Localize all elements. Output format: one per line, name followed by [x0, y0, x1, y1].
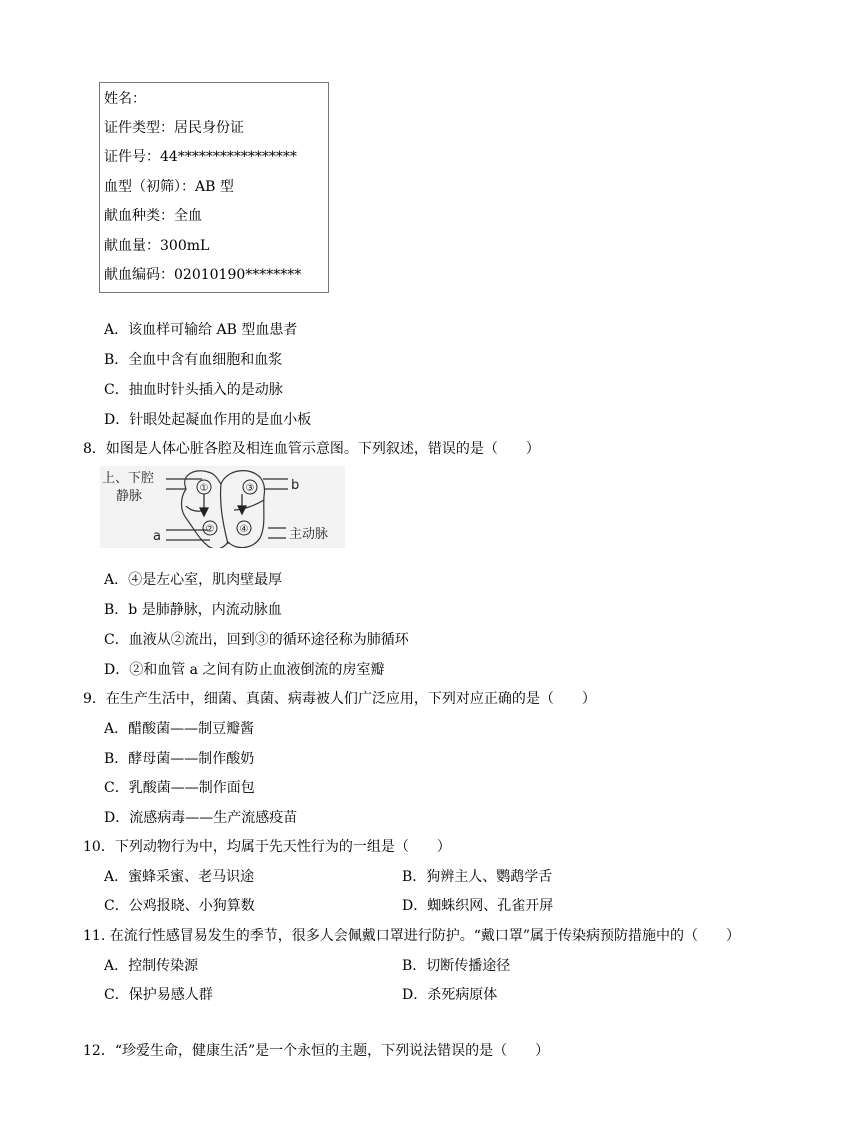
- label-b: b: [291, 478, 300, 493]
- label-vena-cava-line1: 上、下腔: [102, 471, 155, 486]
- q9-option-d: D．流感病毒——生产流感疫苗: [104, 810, 298, 826]
- q7-option-b: B．全血中含有血细胞和血浆: [104, 352, 283, 368]
- q11-option-b: B．切断传播途径: [402, 958, 511, 974]
- q10-option-a: A．蜜蜂采蜜、老马识途: [104, 869, 255, 885]
- chamber-2-label: ②: [205, 524, 215, 535]
- q8-option-b: B．b 是肺静脉，内流动脉血: [104, 602, 282, 618]
- q8-option-d: D．②和血管 a 之间有防止血液倒流的房室瓣: [104, 662, 385, 678]
- card-code-line: 献血编码：02010190********: [104, 267, 302, 283]
- q11-option-c: C．保护易感人群: [104, 987, 213, 1003]
- q10-option-c: C．公鸡报晓、小狗算数: [104, 898, 255, 914]
- card-donation-kind-line: 献血种类：全血: [104, 208, 202, 224]
- q7-option-d: D．针眼处起凝血作用的是血小板: [104, 412, 312, 428]
- q10-stem: 10．下列动物行为中，均属于先天性行为的一组是（ ）: [83, 839, 451, 855]
- q7-option-a: A．该血样可输给 AB 型血患者: [104, 322, 298, 338]
- label-aorta: 主动脉: [289, 527, 329, 542]
- chamber-3-label: ③: [245, 483, 255, 494]
- card-volume-line: 献血量：300mL: [104, 238, 210, 254]
- q9-option-c: C．乳酸菌——制作面包: [104, 780, 255, 796]
- q10-option-b: B．狗辨主人、鹦鹉学舌: [402, 869, 553, 885]
- q9-option-a: A．醋酸菌——制豆瓣酱: [104, 721, 255, 737]
- q10-option-d: D．蜘蛛织网、孔雀开屏: [402, 898, 554, 914]
- q11-option-a: A．控制传染源: [104, 958, 199, 974]
- q9-stem: 9．在生产生活中，细菌、真菌、病毒被人们广泛应用，下列对应正确的是（ ）: [83, 691, 596, 707]
- q8-option-c: C．血液从②流出，回到③的循环途径称为肺循环: [104, 632, 409, 648]
- q11-option-d: D．杀死病原体: [402, 987, 498, 1003]
- blood-donation-card: [99, 82, 329, 293]
- q8-option-a: A．④是左心室，肌肉壁最厚: [104, 572, 283, 588]
- q9-option-b: B．酵母菌——制作酸奶: [104, 751, 255, 767]
- heart-diagram: [100, 466, 345, 548]
- q7-option-c: C．抽血时针头插入的是动脉: [104, 382, 283, 398]
- chamber-1-label: ①: [199, 483, 209, 494]
- q8-stem: 8．如图是人体心脏各腔及相连血管示意图。下列叙述，错误的是（ ）: [83, 441, 540, 457]
- chamber-4-label: ④: [239, 524, 249, 535]
- q12-stem: 12．“珍爱生命，健康生活”是一个永恒的主题，下列说法错误的是（ ）: [83, 1043, 550, 1059]
- card-id-type-line: 证件类型：居民身份证: [104, 120, 244, 136]
- label-a: a: [153, 529, 161, 544]
- card-blood-type-line: 血型（初筛）：AB 型: [104, 179, 234, 195]
- q11-stem: 11. 在流行性感冒易发生的季节，很多人会佩戴口罩进行防护。“戴口罩”属于传染病预防措施中的（ ）: [83, 928, 741, 944]
- card-id-number-line: 证件号：44*****************: [104, 149, 297, 165]
- card-name-line: 姓名：: [104, 91, 146, 107]
- label-vena-cava-line2: 静脉: [116, 489, 143, 504]
